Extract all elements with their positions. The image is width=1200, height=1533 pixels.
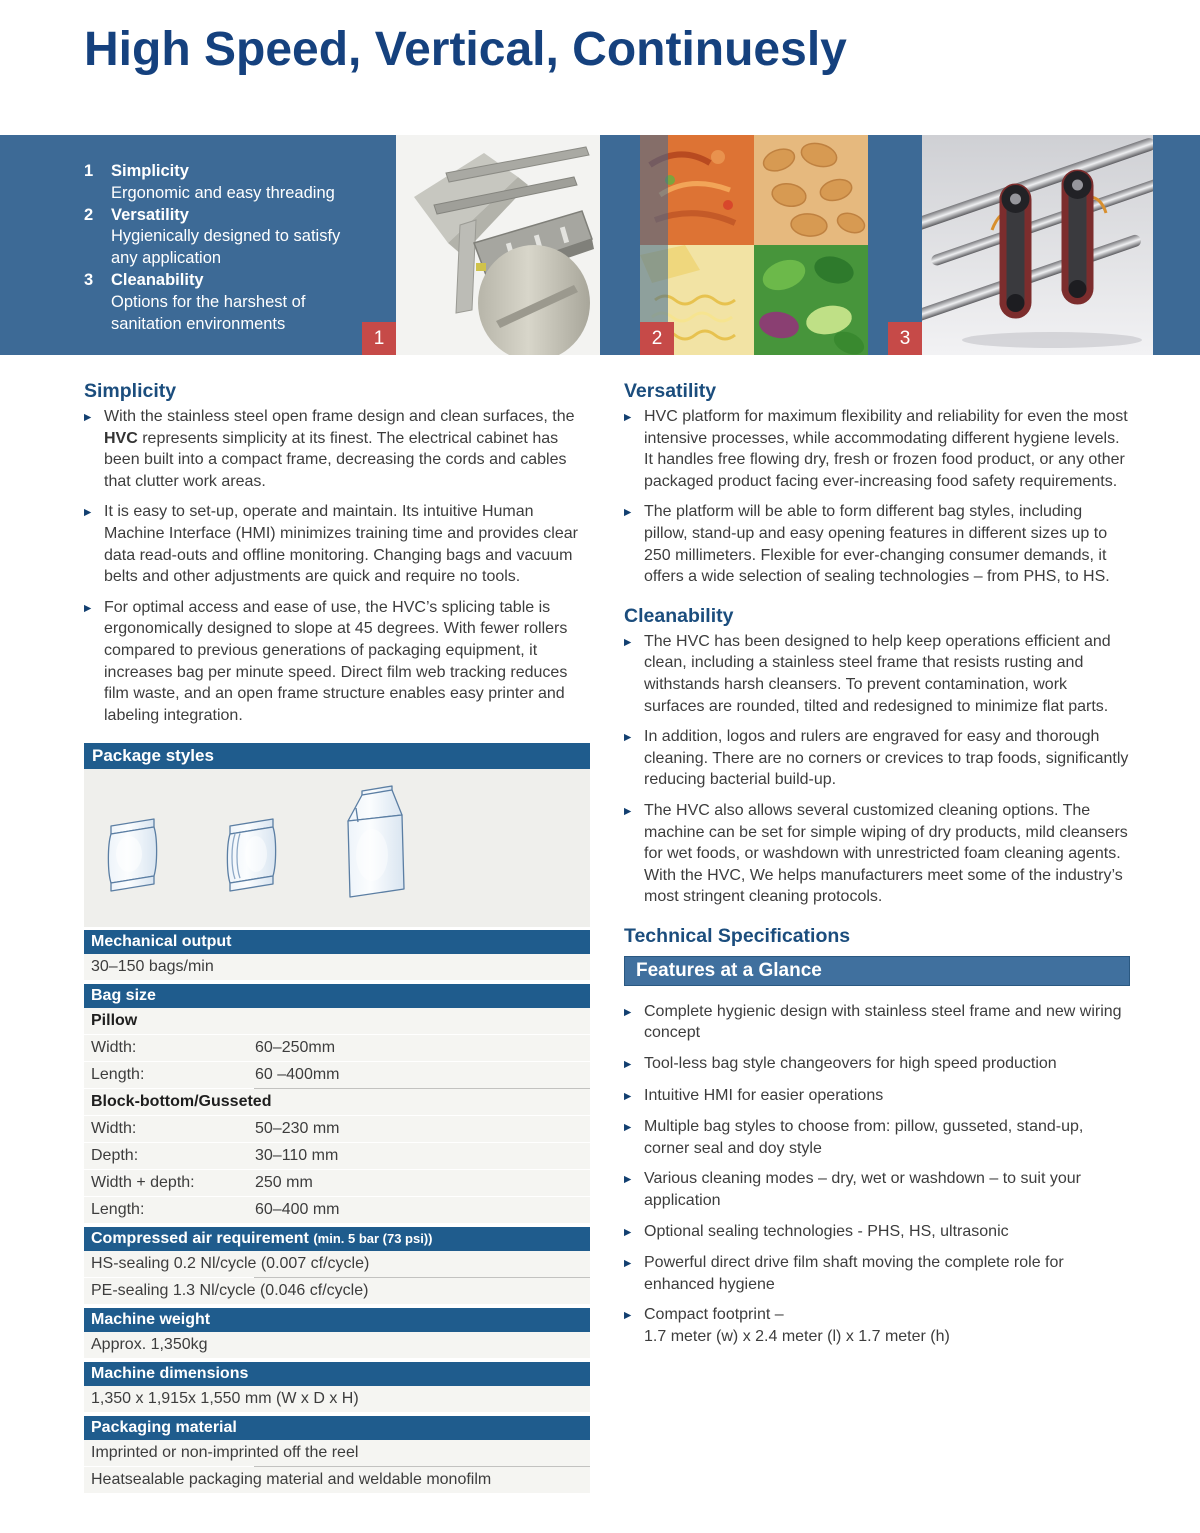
bullet-item [84, 406, 590, 492]
bullet-icon: ▶ [624, 1090, 632, 1102]
banner-spacer [1153, 135, 1200, 355]
item-title: Simplicity [111, 162, 189, 180]
bullet-item [624, 1252, 1130, 1295]
spec-header-machine-dimensions: Machine dimensions [84, 1362, 590, 1386]
bullet-text: Multiple bag styles to choose from: pillow, gusseted, stand-up, corner seal and doy style [644, 1118, 1084, 1157]
item-desc: Ergonomic and easy threading [111, 183, 335, 202]
item-title: Versatility [111, 205, 189, 224]
photo-badge: 2 [640, 322, 674, 355]
bullet-text: Tool-less bag style changeovers for high speed production [644, 1055, 1057, 1073]
item-number: 2 [84, 205, 94, 224]
banner-spacer [868, 135, 922, 355]
bullet-item [624, 1116, 1130, 1159]
bullet-item [624, 800, 1130, 908]
spec-row-block-depth: Depth: 30–110 mm [84, 1143, 590, 1170]
banner-info-panel [0, 135, 396, 355]
bag-pillow [108, 819, 156, 891]
section-heading-cleanability: Cleanability [624, 604, 734, 627]
package-styles-illustration [84, 769, 590, 927]
bullet-item [624, 501, 1130, 587]
spec-row-block-width-depth: Width + depth: 250 mm [84, 1170, 590, 1197]
bullet-item [624, 1001, 1130, 1044]
bag-gusseted [227, 819, 275, 891]
item-number: 1 [84, 162, 94, 180]
machine-photo-2 [922, 135, 1153, 355]
bullet-item [624, 726, 1130, 791]
spec-row-block-length: Length: 60–400 mm [84, 1197, 590, 1224]
bullet-icon: ▶ [624, 1174, 632, 1186]
spec-row-pillow-width: Width: 60–250mm [84, 1035, 590, 1062]
banner-list-item [84, 161, 396, 205]
package-styles-header: Package styles [84, 743, 590, 769]
bullet-item [624, 406, 1130, 492]
photo-badge: 3 [888, 322, 922, 355]
bullet-icon: ▶ [624, 1059, 632, 1071]
bullet-icon: ▶ [624, 1122, 632, 1134]
spec-header-machine-weight: Machine weight [84, 1308, 590, 1332]
spec-subheader-pillow: Pillow [84, 1008, 590, 1035]
bullet-item [624, 631, 1130, 717]
photo-badge: 1 [362, 322, 396, 355]
spec-header-packaging-material: Packaging material [84, 1416, 590, 1440]
bullet-text: Various cleaning modes – dry, wet or washdown – to suit your application [644, 1170, 1081, 1210]
bullet-text: Compact footprint – 1.7 meter (w) x 2.4 meter (l) x 1.7 meter (h) [644, 1306, 950, 1345]
bullet-item [624, 1304, 1130, 1347]
bullet-text: Intuitive HMI for easier operations [644, 1086, 884, 1104]
item-number: 3 [84, 270, 94, 289]
bullet-item [624, 1053, 1130, 1076]
bag-block-bottom [348, 786, 404, 897]
bullet-icon: ▶ [624, 1006, 632, 1018]
bullet-item [624, 1221, 1130, 1244]
section-heading-simplicity: Simplicity [84, 380, 177, 402]
bullet-icon: ▶ [624, 1226, 632, 1238]
bullet-icon: ▶ [84, 412, 92, 423]
bullet-text: Complete hygienic design with stainless steel frame and new wiring concept [644, 1002, 1122, 1042]
item-title: Cleanability [111, 270, 204, 289]
bullet-icon: ▶ [624, 1310, 632, 1322]
bullet-text: The HVC has been designed to help keep operations efficient and clean, including a stainless steel frame that resists rusting and withstands harsh cleansers. To prevent contamination, work surfaces are rounded, tilted and redesigned to minimize flat parts. [644, 632, 1111, 715]
bullet-text: The platform will be able to form different bag styles, including pillow, stand-up and easy opening features in different sizes up to 250 millimeters. Flexible for ever-changing consumer demands, it offers a wide selection of sealing technologies – from PHS, to HS. [644, 503, 1110, 586]
item-desc: Options for the harshest of sanitation environments [111, 292, 306, 333]
bullet-item [624, 1168, 1130, 1211]
bullet-icon: ▶ [624, 507, 632, 519]
bullet-text: It is easy to set-up, operate and maintain. Its intuitive Human Machine Interface (HMI) minimizes training time and provides clear data read-outs and offline monitoring. Changing bags and vacuum belts and other adjustments are quick and require no tools. [104, 503, 578, 586]
banner-spacer [600, 135, 640, 355]
spec-header-compressed-air: Compressed air requirement (min. 5 bar (73 psi)) [84, 1227, 590, 1251]
spec-row-pe-sealing: PE-sealing 1.3 Nl/cycle (0.046 cf/cycle) [84, 1278, 590, 1305]
bullet-text: The HVC also allows several customized cleaning options. The machine can be set for simple wiping of dry products, mild cleansers for wet foods, or washdown with unrestricted foam cleaning agents. With the HVC, We helps manufacturers meet some of the industry’s most stringent cleaning protocols. [644, 801, 1128, 906]
bullet-item [624, 1085, 1130, 1108]
item-desc: Hygienically designed to satisfy any application [111, 227, 341, 268]
spec-table [84, 743, 590, 1494]
bullet-icon: ▶ [624, 412, 632, 423]
spec-value-mechanical-output: 30–150 bags/min [84, 954, 590, 981]
spec-header-mechanical-output: Mechanical output [84, 930, 590, 954]
bullet-text: In addition, logos and rulers are engraved for easy and thorough cleaning. There are no corners or crevices to trap foods, significantly reducing bacterial build-up. [644, 728, 1129, 789]
spec-row-material-1: Imprinted or non-imprinted off the reel [84, 1440, 590, 1467]
bullet-text: Powerful direct drive film shaft moving the complete role for enhanced hygiene [644, 1254, 1064, 1293]
spec-header-bag-size: Bag size [84, 984, 590, 1008]
bullet-icon: ▶ [84, 602, 92, 614]
bullet-icon: ▶ [84, 507, 92, 519]
bullet-text: With the stainless steel open frame design and clean surfaces, the HVC represents simplicity at its finest. The electrical cabinet has been built into a compact frame, decreasing the cords and cables that clutter work areas. [104, 408, 575, 490]
bullet-icon: ▶ [624, 805, 632, 817]
bullet-icon: ▶ [624, 636, 632, 648]
machine-photo-1 [396, 135, 600, 355]
page-title: High Speed, Vertical, Continuesly [84, 23, 847, 76]
spec-row-material-2: Heatsealable packaging material and weldable monofilm [84, 1467, 590, 1494]
bullet-icon: ▶ [624, 1258, 632, 1270]
features-header: Features at a Glance [624, 956, 1130, 986]
bullet-text: HVC platform for maximum flexibility and reliability for even the most intensive processes, while accommodating different hygiene levels. It handles free flowing dry, fresh or frozen food product, or any other packaged product facing ever-increasing food safety requirements. [644, 408, 1128, 490]
bullet-text: For optimal access and ease of use, the HVC’s splicing table is ergonomically designed to slope at 45 degrees. With fewer rollers compared to previous generations of packaging equipment, it increases bag per minute speed. Direct film web tracking reduces film waste, and an open frame structure enables easy printer and labeling integration. [104, 598, 568, 724]
spec-subheader-block-bottom: Block-bottom/Gusseted [84, 1089, 590, 1116]
tech-specs-heading: Technical Specifications [624, 924, 851, 947]
food-photo [640, 135, 868, 355]
bullet-item [84, 597, 590, 727]
bullet-text: Optional sealing technologies - PHS, HS, ultrasonic [644, 1222, 1009, 1240]
spec-value-machine-dimensions: 1,350 x 1,915x 1,550 mm (W x D x H) [84, 1386, 590, 1413]
banner [0, 135, 1200, 355]
banner-list-item [84, 270, 396, 335]
section-heading-versatility: Versatility [624, 380, 717, 402]
spec-row-block-width: Width: 50–230 mm [84, 1116, 590, 1143]
spec-value-machine-weight: Approx. 1,350kg [84, 1332, 590, 1359]
bullet-item [84, 501, 590, 587]
spec-row-hs-sealing: HS-sealing 0.2 Nl/cycle (0.007 cf/cycle) [84, 1251, 590, 1278]
banner-list-item [84, 205, 396, 270]
spec-row-pillow-length: Length: 60 –400mm [84, 1062, 590, 1089]
bullet-icon: ▶ [624, 732, 632, 744]
